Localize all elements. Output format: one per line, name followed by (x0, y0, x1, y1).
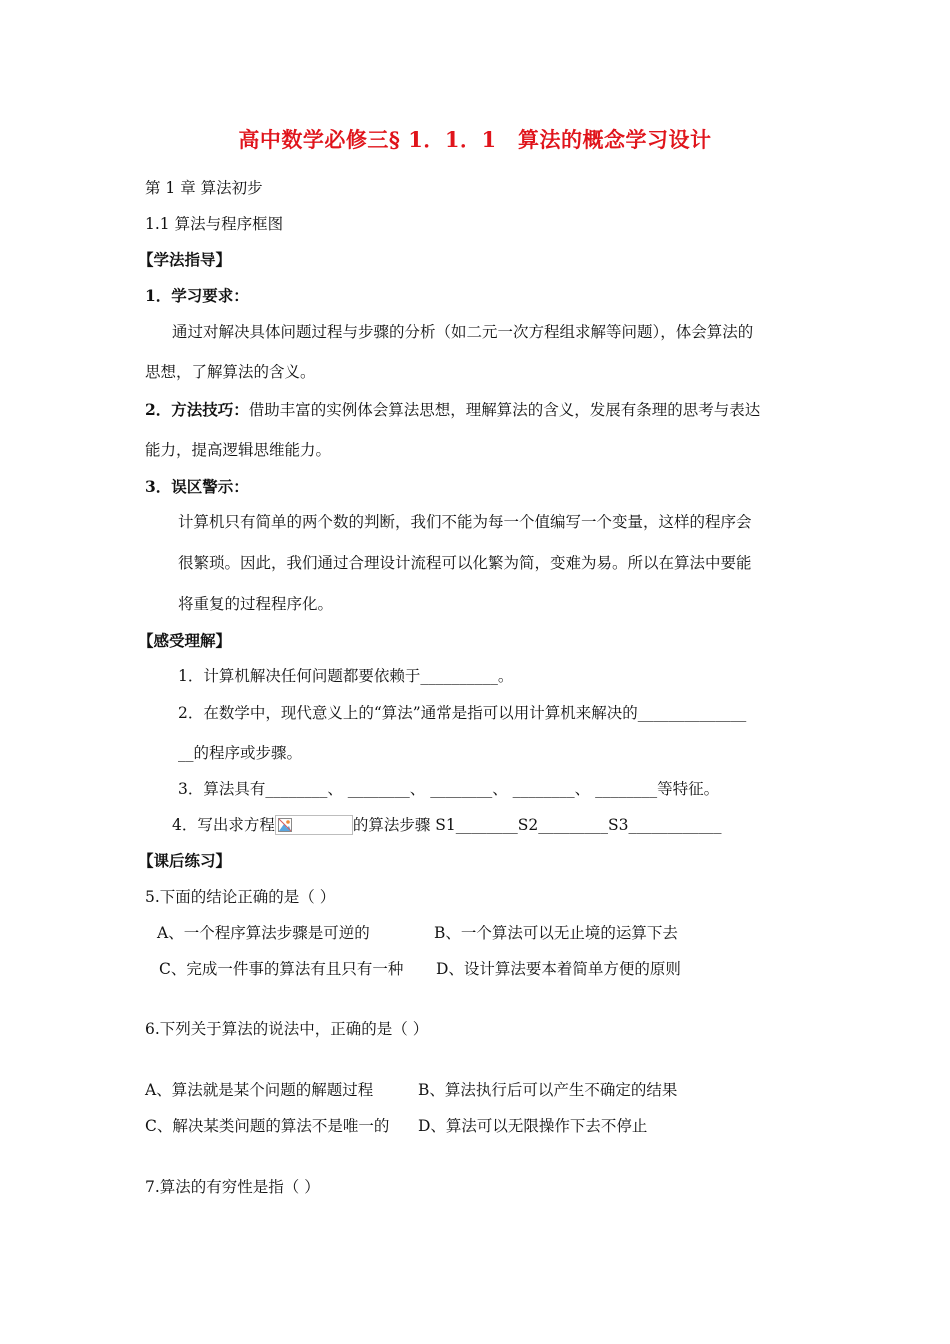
section-heading: 1.1 算法与程序框图 (145, 215, 284, 233)
guide-item3-label: 3．误区警示： (145, 477, 249, 496)
question-6: 6.下列关于算法的说法中，正确的是（ ） (145, 1020, 429, 1038)
question-4-prefix: 4．写出求方程 (172, 816, 275, 834)
guide-item1-label: 1．学习要求： (145, 286, 249, 305)
question-3: 3．算法具有________、 ________、 ________、 ________、 ________等特征。 (178, 780, 720, 798)
broken-image-icon (275, 815, 353, 835)
guide-item2 (145, 400, 760, 420)
question-6-option-b: B、算法执行后可以产生不确定的结果 (418, 1081, 678, 1099)
question-1: 1．计算机解决任何问题都要依赖于__________。 (178, 667, 514, 685)
question-5-option-b: B、一个算法可以无止境的运算下去 (434, 924, 678, 942)
question-5: 5.下面的结论正确的是（ ） (145, 888, 336, 906)
question-6-option-c: C、解决某类问题的算法不是唯一的 (145, 1117, 390, 1135)
guide-item2-text-cont: 能力，提高逻辑思维能力。 (145, 441, 332, 459)
question-6-option-a: A、算法就是某个问题的解题过程 (145, 1081, 374, 1099)
question-2: 2．在数学中，现代意义上的“算法”通常是指可以用计算机来解决的______________ (178, 704, 747, 722)
guide-item2-text: 借助丰富的实例体会算法思想，理解算法的含义，发展有条理的思考与表达 (248, 401, 761, 419)
question-7: 7.算法的有穷性是指（ ） (145, 1178, 320, 1196)
page-title: 高中数学必修三§ 1．1．1 算法的概念学习设计 (238, 127, 712, 152)
question-4-suffix: 的算法步骤 S1________S2_________S3____________ (352, 816, 722, 834)
question-5-option-c: C、完成一件事的算法有且只有一种 (159, 960, 404, 978)
question-5-option-a: A、一个程序算法步骤是可逆的 (157, 924, 370, 942)
understand-heading: 【感受理解】 (138, 631, 232, 650)
question-2-cont: __的程序或步骤。 (178, 744, 303, 762)
guide-item3-text: 计算机只有简单的两个数的判断，我们不能为每一个值编写一个变量，这样的程序会 (178, 513, 752, 531)
question-5-option-d: D、设计算法要本着简单方便的原则 (436, 960, 681, 978)
guide-item3-text-cont2: 将重复的过程程序化。 (178, 595, 334, 613)
question-6-option-d: D、算法可以无限操作下去不停止 (418, 1117, 648, 1135)
guide-heading: 【学法指导】 (138, 250, 232, 269)
guide-item1-text-cont: 思想，了解算法的含义。 (145, 363, 316, 381)
practice-heading: 【课后练习】 (138, 851, 232, 870)
question-4 (172, 815, 722, 835)
guide-item1-text: 通过对解决具体问题过程与步骤的分析（如二元一次方程组求解等问题），体会算法的 (172, 323, 754, 341)
chapter-heading: 第 1 章 算法初步 (145, 179, 263, 197)
guide-item2-label: 2．方法技巧： (145, 400, 249, 419)
guide-item3-text-cont: 很繁琐。因此，我们通过合理设计流程可以化繁为简，变难为易。所以在算法中要能 (178, 554, 752, 572)
